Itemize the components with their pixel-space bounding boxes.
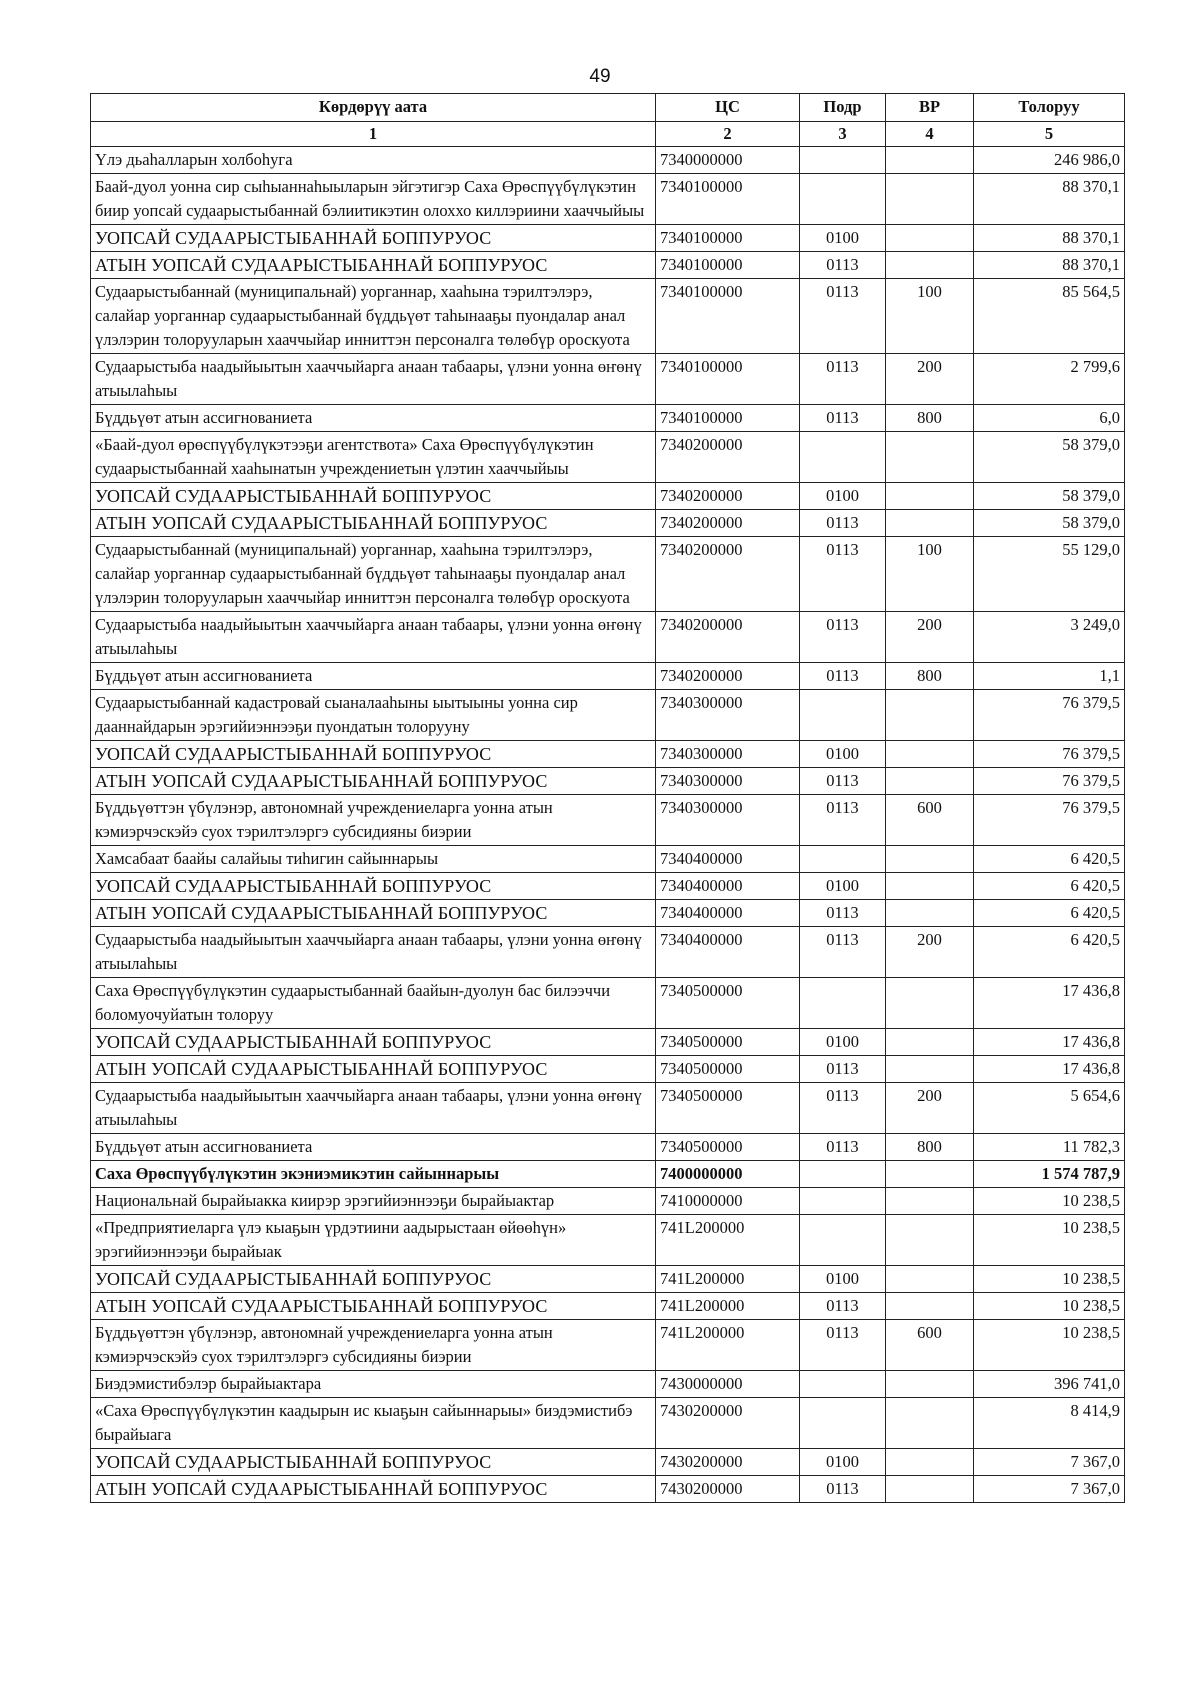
row-vr-cell: 200 xyxy=(886,927,974,978)
row-podr-cell xyxy=(800,432,886,483)
row-vr-cell xyxy=(886,1476,974,1503)
row-name-cell: Бүддьүөт атын ассигнованиета xyxy=(91,405,656,432)
row-code-cell: 7340200000 xyxy=(656,612,800,663)
row-vr-cell xyxy=(886,174,974,225)
row-amount-cell: 246 986,0 xyxy=(974,147,1125,174)
row-amount-cell: 10 238,5 xyxy=(974,1215,1125,1266)
table-row xyxy=(91,432,1125,483)
row-vr-cell: 200 xyxy=(886,612,974,663)
row-amount-cell: 1,1 xyxy=(974,663,1125,690)
row-name-cell: АТЫН УОПСАЙ СУДААРЫСТЫБАННАЙ БОППУРУОС xyxy=(91,1056,656,1083)
row-amount-cell: 17 436,8 xyxy=(974,1029,1125,1056)
row-vr-cell xyxy=(886,1293,974,1320)
row-name-cell: Судаарыстыба наадыйыытын хааччыйарга анаан табаары, үлэни уонна өҥөнү атыылаһыы xyxy=(91,354,656,405)
table-row xyxy=(91,1161,1125,1188)
row-podr-cell xyxy=(800,846,886,873)
header-number: 5 xyxy=(974,122,1125,147)
table-row xyxy=(91,483,1125,510)
row-vr-cell xyxy=(886,483,974,510)
table-row xyxy=(91,1371,1125,1398)
row-amount-cell: 88 370,1 xyxy=(974,225,1125,252)
row-amount-cell: 17 436,8 xyxy=(974,1056,1125,1083)
row-code-cell: 7340400000 xyxy=(656,846,800,873)
row-vr-cell: 800 xyxy=(886,405,974,432)
row-podr-cell: 0113 xyxy=(800,1083,886,1134)
row-podr-cell xyxy=(800,1215,886,1266)
row-code-cell: 7340500000 xyxy=(656,1083,800,1134)
row-amount-cell: 6 420,5 xyxy=(974,873,1125,900)
row-vr-cell xyxy=(886,768,974,795)
table-row xyxy=(91,1398,1125,1449)
row-code-cell: 7340100000 xyxy=(656,279,800,354)
row-code-cell: 7340500000 xyxy=(656,1134,800,1161)
row-vr-cell xyxy=(886,741,974,768)
row-podr-cell: 0100 xyxy=(800,741,886,768)
row-name-cell: УОПСАЙ СУДААРЫСТЫБАННАЙ БОППУРУОС xyxy=(91,741,656,768)
row-name-cell: «Саха Өрөспүүбүлүкэтин каадырын ис кыаҕын сайыннарыы» биэдэмистибэ бырайыага xyxy=(91,1398,656,1449)
row-vr-cell: 600 xyxy=(886,1320,974,1371)
row-name-cell: АТЫН УОПСАЙ СУДААРЫСТЫБАННАЙ БОППУРУОС xyxy=(91,510,656,537)
table-row xyxy=(91,147,1125,174)
row-podr-cell: 0113 xyxy=(800,510,886,537)
row-vr-cell: 100 xyxy=(886,279,974,354)
header-podr: Подр xyxy=(800,94,886,122)
row-vr-cell: 800 xyxy=(886,663,974,690)
row-code-cell: 7340100000 xyxy=(656,354,800,405)
row-amount-cell: 6 420,5 xyxy=(974,846,1125,873)
row-podr-cell: 0113 xyxy=(800,1476,886,1503)
table-row xyxy=(91,1083,1125,1134)
table-row xyxy=(91,1188,1125,1215)
row-vr-cell xyxy=(886,1398,974,1449)
row-code-cell: 7430200000 xyxy=(656,1449,800,1476)
table-row xyxy=(91,252,1125,279)
row-vr-cell xyxy=(886,978,974,1029)
row-name-cell: «Предприятиеларга үлэ кыаҕын үрдэтиини аадырыстаан өйөөһүн» эрэгийиэннээҕи бырайыак xyxy=(91,1215,656,1266)
row-vr-cell xyxy=(886,690,974,741)
row-vr-cell: 800 xyxy=(886,1134,974,1161)
row-code-cell: 7430200000 xyxy=(656,1476,800,1503)
row-amount-cell: 396 741,0 xyxy=(974,1371,1125,1398)
table-row xyxy=(91,174,1125,225)
row-code-cell: 7340200000 xyxy=(656,483,800,510)
table-row xyxy=(91,846,1125,873)
header-row xyxy=(91,94,1125,122)
table-row xyxy=(91,795,1125,846)
table-row xyxy=(91,1293,1125,1320)
row-code-cell: 7400000000 xyxy=(656,1161,800,1188)
row-name-cell: Судаарыстыбаннай кадастровай сыаналааһыны ыытыыны уонна сир дааннайдарын эрэгийиэннээҕи пуондатын толорууну xyxy=(91,690,656,741)
row-podr-cell: 0113 xyxy=(800,768,886,795)
row-vr-cell xyxy=(886,1266,974,1293)
row-podr-cell xyxy=(800,1161,886,1188)
row-podr-cell: 0100 xyxy=(800,1449,886,1476)
row-code-cell: 7340300000 xyxy=(656,795,800,846)
row-name-cell: УОПСАЙ СУДААРЫСТЫБАННАЙ БОППУРУОС xyxy=(91,1029,656,1056)
row-code-cell: 7430000000 xyxy=(656,1371,800,1398)
row-amount-cell: 5 654,6 xyxy=(974,1083,1125,1134)
row-podr-cell: 0113 xyxy=(800,537,886,612)
row-name-cell: АТЫН УОПСАЙ СУДААРЫСТЫБАННАЙ БОППУРУОС xyxy=(91,768,656,795)
table-row xyxy=(91,612,1125,663)
table-row xyxy=(91,741,1125,768)
row-name-cell: АТЫН УОПСАЙ СУДААРЫСТЫБАННАЙ БОППУРУОС xyxy=(91,1293,656,1320)
row-vr-cell xyxy=(886,1161,974,1188)
row-code-cell: 741L200000 xyxy=(656,1266,800,1293)
row-name-cell: Судаарыстыба наадыйыытын хааччыйарга анаан табаары, үлэни уонна өҥөнү атыылаһыы xyxy=(91,612,656,663)
row-podr-cell: 0100 xyxy=(800,1029,886,1056)
row-vr-cell: 100 xyxy=(886,537,974,612)
row-podr-cell: 0113 xyxy=(800,354,886,405)
row-amount-cell: 88 370,1 xyxy=(974,174,1125,225)
row-code-cell: 741L200000 xyxy=(656,1320,800,1371)
row-amount-cell: 10 238,5 xyxy=(974,1266,1125,1293)
header-number: 3 xyxy=(800,122,886,147)
table-body xyxy=(91,147,1125,1503)
header-cs: ЦС xyxy=(656,94,800,122)
row-vr-cell: 600 xyxy=(886,795,974,846)
row-vr-cell xyxy=(886,252,974,279)
row-amount-cell: 85 564,5 xyxy=(974,279,1125,354)
row-vr-cell xyxy=(886,900,974,927)
row-podr-cell: 0113 xyxy=(800,612,886,663)
table-row xyxy=(91,663,1125,690)
row-podr-cell: 0113 xyxy=(800,279,886,354)
row-name-cell: «Баай-дуол өрөспүүбүлүкэтээҕи агентствота» Саха Өрөспүүбүлүкэтин судаарыстыбаннай хааһынатын учреждениетын үлэтин хааччыйыы xyxy=(91,432,656,483)
table-row xyxy=(91,1476,1125,1503)
row-name-cell: Биэдэмистибэлэр бырайыактара xyxy=(91,1371,656,1398)
row-name-cell: УОПСАЙ СУДААРЫСТЫБАННАЙ БОППУРУОС xyxy=(91,225,656,252)
row-amount-cell: 76 379,5 xyxy=(974,795,1125,846)
row-amount-cell: 76 379,5 xyxy=(974,690,1125,741)
row-code-cell: 7340100000 xyxy=(656,225,800,252)
row-vr-cell xyxy=(886,1188,974,1215)
row-name-cell: АТЫН УОПСАЙ СУДААРЫСТЫБАННАЙ БОППУРУОС xyxy=(91,252,656,279)
row-vr-cell xyxy=(886,846,974,873)
row-podr-cell xyxy=(800,147,886,174)
row-code-cell: 7340200000 xyxy=(656,537,800,612)
row-code-cell: 7340400000 xyxy=(656,900,800,927)
table-row xyxy=(91,405,1125,432)
table-row xyxy=(91,1056,1125,1083)
row-podr-cell: 0100 xyxy=(800,1266,886,1293)
row-name-cell: Бүддьүөттэн үбүлэнэр, автономнай учреждениеларга уонна атын кэмиэрчэскэйэ суох тэрилтэлэргэ субсидияны биэрии xyxy=(91,795,656,846)
row-amount-cell: 2 799,6 xyxy=(974,354,1125,405)
row-podr-cell: 0113 xyxy=(800,1056,886,1083)
row-code-cell: 741L200000 xyxy=(656,1293,800,1320)
table-row xyxy=(91,279,1125,354)
header-indicator-name: Көрдөрүү аата xyxy=(91,94,656,122)
row-vr-cell xyxy=(886,225,974,252)
row-name-cell: Саха Өрөспүүбүлүкэтин экэниэмикэтин сайыннарыы xyxy=(91,1161,656,1188)
row-vr-cell xyxy=(886,510,974,537)
row-code-cell: 7340300000 xyxy=(656,768,800,795)
row-amount-cell: 8 414,9 xyxy=(974,1398,1125,1449)
row-vr-cell: 200 xyxy=(886,354,974,405)
row-amount-cell: 58 379,0 xyxy=(974,510,1125,537)
row-vr-cell xyxy=(886,147,974,174)
row-name-cell: АТЫН УОПСАЙ СУДААРЫСТЫБАННАЙ БОППУРУОС xyxy=(91,1476,656,1503)
row-amount-cell: 76 379,5 xyxy=(974,741,1125,768)
table-row xyxy=(91,354,1125,405)
row-amount-cell: 7 367,0 xyxy=(974,1449,1125,1476)
row-podr-cell xyxy=(800,978,886,1029)
row-vr-cell xyxy=(886,873,974,900)
row-name-cell: Национальнай бырайыакка киирэр эрэгийиэннээҕи бырайыактар xyxy=(91,1188,656,1215)
row-code-cell: 7340400000 xyxy=(656,873,800,900)
row-name-cell: УОПСАЙ СУДААРЫСТЫБАННАЙ БОППУРУОС xyxy=(91,483,656,510)
row-name-cell: Хамсабаат баайы салайыы тиһигин сайыннарыы xyxy=(91,846,656,873)
row-code-cell: 7430200000 xyxy=(656,1398,800,1449)
table-row xyxy=(91,1449,1125,1476)
row-amount-cell: 6 420,5 xyxy=(974,927,1125,978)
row-amount-cell: 88 370,1 xyxy=(974,252,1125,279)
row-amount-cell: 10 238,5 xyxy=(974,1320,1125,1371)
header-number: 2 xyxy=(656,122,800,147)
row-vr-cell: 200 xyxy=(886,1083,974,1134)
table-row xyxy=(91,873,1125,900)
table-row xyxy=(91,1029,1125,1056)
row-podr-cell xyxy=(800,1371,886,1398)
row-podr-cell: 0113 xyxy=(800,900,886,927)
row-code-cell: 7340500000 xyxy=(656,1056,800,1083)
row-code-cell: 7340200000 xyxy=(656,432,800,483)
row-name-cell: УОПСАЙ СУДААРЫСТЫБАННАЙ БОППУРУОС xyxy=(91,1449,656,1476)
table-row xyxy=(91,225,1125,252)
table-row xyxy=(91,1320,1125,1371)
row-code-cell: 7340500000 xyxy=(656,978,800,1029)
row-code-cell: 7340200000 xyxy=(656,510,800,537)
row-code-cell: 7340200000 xyxy=(656,663,800,690)
row-podr-cell xyxy=(800,174,886,225)
table-row xyxy=(91,900,1125,927)
row-code-cell: 7410000000 xyxy=(656,1188,800,1215)
row-name-cell: Судаарыстыба наадыйыытын хааччыйарга анаан табаары, үлэни уонна өҥөнү атыылаһыы xyxy=(91,927,656,978)
row-code-cell: 7340500000 xyxy=(656,1029,800,1056)
row-podr-cell: 0100 xyxy=(800,225,886,252)
table-row xyxy=(91,537,1125,612)
row-name-cell: Судаарыстыбаннай (муниципальнай) уорганнар, хааһына тэрилтэлэрэ, салайар уорганнар судаарыстыбаннай бүддьүөт таһынааҕы пуондалар анал үлэлэрин толорууларын хааччыйар инниттэн персоналга төлөбүр ороскуота xyxy=(91,279,656,354)
row-name-cell: Үлэ дьаһалларын холбоһуга xyxy=(91,147,656,174)
row-podr-cell: 0113 xyxy=(800,405,886,432)
row-name-cell: Баай-дуол уонна сир сыһыаннаһыыларын эйгэтигэр Саха Өрөспүүбүлүкэтин биир уопсай судаарыстыбаннай бэлиитикэтин олоххо киллэриини хааччыйыы xyxy=(91,174,656,225)
table-row xyxy=(91,1215,1125,1266)
table-row xyxy=(91,978,1125,1029)
row-podr-cell xyxy=(800,1398,886,1449)
row-code-cell: 7340100000 xyxy=(656,252,800,279)
row-code-cell: 7340100000 xyxy=(656,174,800,225)
row-podr-cell: 0100 xyxy=(800,483,886,510)
row-code-cell: 7340000000 xyxy=(656,147,800,174)
row-code-cell: 7340400000 xyxy=(656,927,800,978)
row-amount-cell: 11 782,3 xyxy=(974,1134,1125,1161)
row-podr-cell: 0113 xyxy=(800,663,886,690)
row-amount-cell: 10 238,5 xyxy=(974,1188,1125,1215)
row-name-cell: Бүддьүөт атын ассигнованиета xyxy=(91,1134,656,1161)
row-podr-cell: 0113 xyxy=(800,795,886,846)
row-name-cell: Саха Өрөспүүбүлүкэтин судаарыстыбаннай баайын-дуолун бас билээччи боломуочуйатын толоруу xyxy=(91,978,656,1029)
row-name-cell: Судаарыстыба наадыйыытын хааччыйарга анаан табаары, үлэни уонна өҥөнү атыылаһыы xyxy=(91,1083,656,1134)
budget-table xyxy=(90,93,1125,1503)
row-podr-cell xyxy=(800,1188,886,1215)
row-vr-cell xyxy=(886,1449,974,1476)
row-vr-cell xyxy=(886,1029,974,1056)
row-vr-cell xyxy=(886,432,974,483)
row-vr-cell xyxy=(886,1371,974,1398)
row-podr-cell: 0113 xyxy=(800,1134,886,1161)
header-number: 1 xyxy=(91,122,656,147)
page-number: 49 xyxy=(589,66,611,87)
header-number-row xyxy=(91,122,1125,147)
row-amount-cell: 58 379,0 xyxy=(974,432,1125,483)
table-row xyxy=(91,690,1125,741)
row-amount-cell: 10 238,5 xyxy=(974,1293,1125,1320)
row-vr-cell xyxy=(886,1215,974,1266)
row-podr-cell: 0113 xyxy=(800,1320,886,1371)
table-row xyxy=(91,1266,1125,1293)
row-code-cell: 7340100000 xyxy=(656,405,800,432)
row-vr-cell xyxy=(886,1056,974,1083)
row-podr-cell: 0113 xyxy=(800,927,886,978)
row-podr-cell xyxy=(800,690,886,741)
row-code-cell: 741L200000 xyxy=(656,1215,800,1266)
row-code-cell: 7340300000 xyxy=(656,690,800,741)
row-code-cell: 7340300000 xyxy=(656,741,800,768)
row-amount-cell: 3 249,0 xyxy=(974,612,1125,663)
row-podr-cell: 0100 xyxy=(800,873,886,900)
table-row xyxy=(91,927,1125,978)
header-vr: ВР xyxy=(886,94,974,122)
row-amount-cell: 55 129,0 xyxy=(974,537,1125,612)
row-amount-cell: 76 379,5 xyxy=(974,768,1125,795)
row-amount-cell: 58 379,0 xyxy=(974,483,1125,510)
row-name-cell: УОПСАЙ СУДААРЫСТЫБАННАЙ БОППУРУОС xyxy=(91,873,656,900)
row-podr-cell: 0113 xyxy=(800,252,886,279)
row-name-cell: Бүддьүөт атын ассигнованиета xyxy=(91,663,656,690)
row-name-cell: Судаарыстыбаннай (муниципальнай) уорганнар, хааһына тэрилтэлэрэ, салайар уорганнар судаарыстыбаннай бүддьүөт таһынааҕы пуондалар анал үлэлэрин толорууларын хааччыйар инниттэн персоналга төлөбүр ороскуота xyxy=(91,537,656,612)
row-podr-cell: 0113 xyxy=(800,1293,886,1320)
row-name-cell: АТЫН УОПСАЙ СУДААРЫСТЫБАННАЙ БОППУРУОС xyxy=(91,900,656,927)
row-amount-cell: 6,0 xyxy=(974,405,1125,432)
row-amount-cell: 6 420,5 xyxy=(974,900,1125,927)
table-row xyxy=(91,768,1125,795)
header-amount: Толоруу xyxy=(974,94,1125,122)
row-name-cell: УОПСАЙ СУДААРЫСТЫБАННАЙ БОППУРУОС xyxy=(91,1266,656,1293)
row-amount-cell: 1 574 787,9 xyxy=(974,1161,1125,1188)
row-amount-cell: 7 367,0 xyxy=(974,1476,1125,1503)
table-row xyxy=(91,1134,1125,1161)
header-number: 4 xyxy=(886,122,974,147)
row-amount-cell: 17 436,8 xyxy=(974,978,1125,1029)
table-row xyxy=(91,510,1125,537)
table-header xyxy=(91,94,1125,147)
row-name-cell: Бүддьүөттэн үбүлэнэр, автономнай учреждениеларга уонна атын кэмиэрчэскэйэ суох тэрилтэлэргэ субсидияны биэрии xyxy=(91,1320,656,1371)
